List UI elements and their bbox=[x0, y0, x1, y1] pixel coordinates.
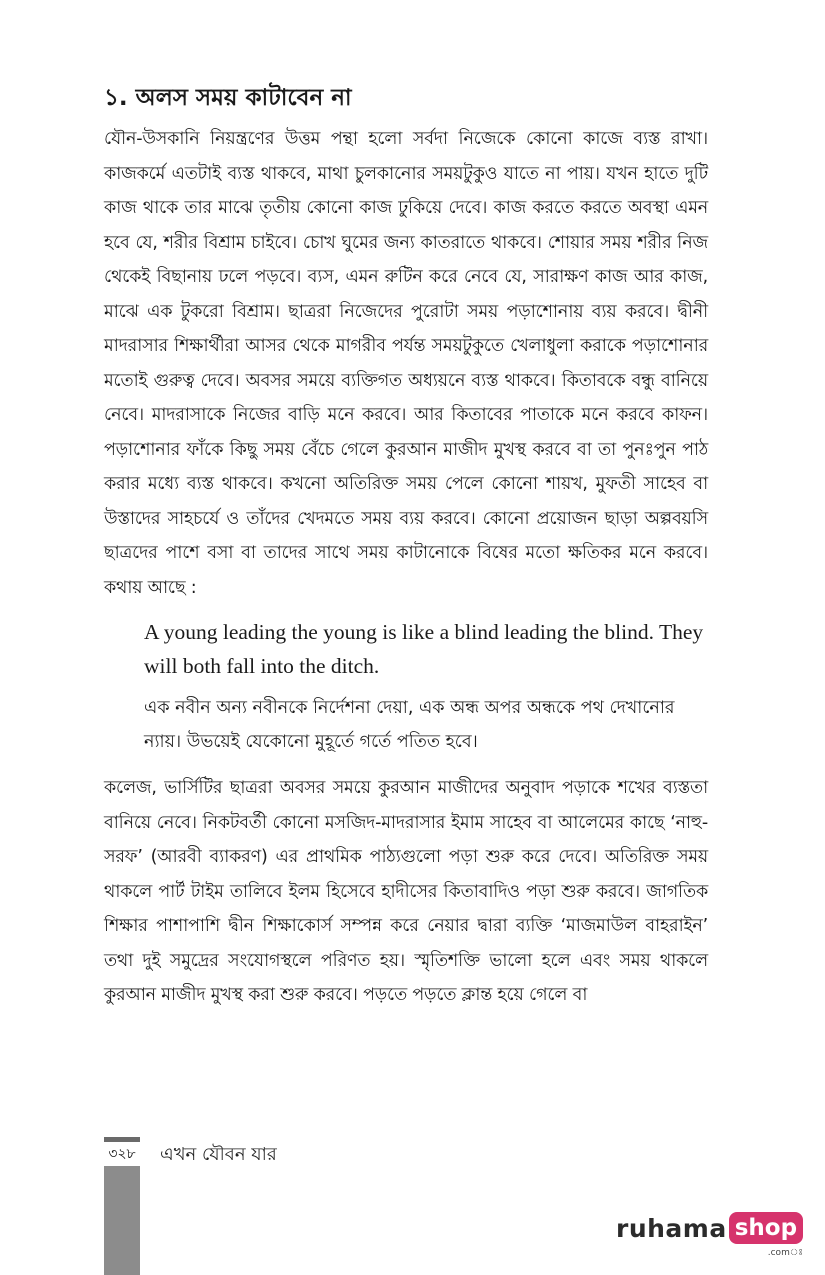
block-quote bbox=[144, 615, 708, 759]
running-title: এখন যৌবন যার bbox=[160, 1144, 277, 1165]
logo-text-ruhama: ruhama bbox=[616, 1214, 727, 1243]
logo-text-com: .comঃ bbox=[767, 1248, 804, 1258]
body-paragraph-2: কলেজ, ভার্সিটির ছাত্ররা অবসর সময়ে কুরআন মাজীদের অনুবাদ পড়াকে শখের ব্যস্ততা বানিয়ে নেবে। নিকটবর্তী কোনো মসজিদ-মাদরাসার ইমাম সাহেব বা আলেমের কাছে ‘নাহু-সরফ’ (আরবী ব্যাকরণ) এর প্রাথমিক পাঠ্যগুলো পড়া শুরু করে দেবে। অতিরিক্ত সময় থাকলে পার্ট টাইম তালিবে ইলম হিসেবে হাদীসের কিতাবাদিও পড়া শুরু করবে। জাগতিক শিক্ষার পাশাপাশি দ্বীন শিক্ষাকোর্স সম্পন্ন করে নেয়ার দ্বারা ব্যক্তি ‘মাজমাউল বাহরাইন’ তথা দুই সমুদ্রের সংযোগস্থলে পরিণত হয়। স্মৃতিশক্তি ভালো হলে এবং সময় থাকলে কুরআন মাজীদ মুখস্থ করা শুরু করবে। পড়তে পড়তে ক্লান্ত হয়ে গেলে বা bbox=[104, 778, 708, 1005]
body-paragraph-1: যৌন-উসকানি নিয়ন্ত্রণের উত্তম পন্থা হলো সর্বদা নিজেকে কোনো কাজে ব্যস্ত রাখা। কাজকর্মে এতটাই ব্যস্ত থাকবে, মাথা চুলকানোর সময়টুকুও যাতে না পায়। যখন হাতে দুটি কাজ থাকে তার মাঝে তৃতীয় কোনো কাজ ঢুকিয়ে দেবে। কাজ করতে করতে অবস্থা এমন হবে যে, শরীর বিশ্রাম চাইবে। চোখ ঘুমের জন্য কাতরাতে থাকবে। শোয়ার সময় শরীর নিজ থেকেই বিছানায় ঢলে পড়বে। ব্যস, এমন রুটিন করে নেবে যে, সারাক্ষণ কাজ আর কাজ, মাঝে এক টুকরো বিশ্রাম। ছাত্ররা নিজেদের পুরোটা সময় পড়াশোনায় ব্যয় করবে। দ্বীনী মাদরাসার শিক্ষার্থীরা আসর থেকে মাগরীব পর্যন্ত সময়টুকুতে খেলাধুলা করাকে পড়াশোনার মতোই গুরুত্ব দেবে। অবসর সময়ে ব্যক্তিগত অধ্যয়নে ব্যস্ত থাকবে। কিতাবকে বন্ধু বানিয়ে নেবে। মাদরাসাকে নিজের বাড়ি মনে করবে। আর কিতাবের পাতাকে মনে করবে কাফন। পড়াশোনার ফাঁকে কিছু সময় বেঁচে গেলে কুরআন মাজীদ মুখস্থ করবে বা তা পুনঃপুন পাঠ করার মধ্যে ব্যস্ত থাকবে। কখনো অতিরিক্ত সময় পেলে কোনো শায়খ, মুফতী সাহেব বা উস্তাদের সাহচর্যে ও তাঁদের খেদমতে সময় ব্যয় করবে। কোনো প্রয়োজন ছাড়া অল্পবয়সি ছাত্রদের পাশে বসা বা তাদের সাথে সময় কাটানোকে বিষের মতো ক্ষতিকর মনে করবে। কথায় আছে : bbox=[104, 129, 708, 598]
page-number: ৩২৮ bbox=[104, 1142, 140, 1166]
quote-bengali: এক নবীন অন্য নবীনকে নির্দেশনা দেয়া, এক অন্ধ অপর অন্ধকে পথ দেখানোর ন্যায়। উভয়েই যেকোনো মুহূর্তে গর্তে পতিত হবে। bbox=[144, 698, 675, 752]
quote-english: A young leading the young is like a blind leading the blind. They will both fall into the ditch. bbox=[144, 620, 704, 678]
page-content bbox=[104, 80, 708, 1013]
logo-text-shop: shop bbox=[729, 1212, 803, 1244]
section-heading: ১. অলস সময় কাটাবেন না bbox=[104, 85, 352, 111]
ruhamashop-logo bbox=[616, 1212, 803, 1260]
logo-right-group bbox=[727, 1212, 803, 1260]
